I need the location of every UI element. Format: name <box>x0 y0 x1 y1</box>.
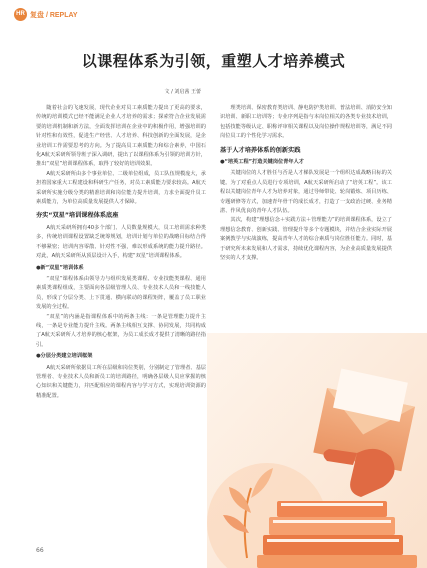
left-column <box>36 104 206 401</box>
paragraph: “双星”的内涵是指课程体系中的两条主线：一条是管理能力提升主线，一条是专业能力提升主线。两条主线相互支撑、协同发展，共同构成了A航天采研所人才培养的核心框架，为员工成长成才提供了清晰的路径指引。 <box>36 313 206 348</box>
bullet-heading: ●分层分类建立培训框架 <box>36 353 93 360</box>
bullet-heading: ●“培英工程”打造关键岗位青年人才 <box>220 159 304 166</box>
paragraph: “双星”课程体系由领导力与组织发展类课程、专业技能类课程、通用素质类课程组成，主要面向各层级管理人员、专业技术人员和一线技能人员，形成了分层分类、上下贯通、横向联动的课程矩阵，覆盖了员工职业发展的全过程。 <box>36 275 206 311</box>
article-title: 以课程体系为引领，重塑人才培养模式 <box>81 52 346 70</box>
paragraph: A航天采研所依据员工所在层级和岗位类别，分别制定了管理者、基层管理者、专业技术人员和新员工的培训路径，明确各层级人员应掌握的核心知识和关键能力，并匹配相应的课程内容与学习方式，实现培训资源的精准配置。 <box>36 364 206 399</box>
section-label: 复盘 / REPLAY <box>30 11 78 19</box>
paragraph: 随着社会的飞速发展，现代企业对员工素质能力提出了更高的要求，传统的培训模式已经不能满足企业人才培养的需求；探索符合企业发展需要的培训机制和新方法，全面发挥培训在企业中的积极作用，增强培训的针对性和有效性，促进生产经营、人才培养、科技创新的全面发展，是企业培训工作需要思考的方向。为了提高员工素质能力和综合素养，中国石化A航天采研所领导班子深入调研，提出了以课程体系为引领的培训方针，推出“双星”培训课程体系，取得了较好的培训效果。 <box>36 105 206 168</box>
paragraph: 其次，构建“理想信念＋实践方法＋管理能力”的培训课程体系，设立了理想信念教育、创新实践、管理提升等多个专题模块，并结合企业实际开展案例教学与实战演练，提高青年人才的综合素质与岗位胜任能力。同时，基于研究所未来发展和人才需求，持续优化课程内容，为企业高质量发展提供坚实的人才支撑。 <box>220 217 392 262</box>
right-column <box>220 104 392 264</box>
books-envelope-illustration <box>207 333 427 568</box>
page-header <box>14 8 78 21</box>
paragraph: A航天采研所拥有40多个部门、人员数量规模大，员工培训需求种类多，传统培训课程设置缺乏统筹规划，培训计划与单位的战略目标结合得不够紧密；培训内容零散、针对性不强，难以形成系统的能力提升路径。对此，A航天采研所从顶层设计入手，构建“双星”培训课程体系。 <box>36 224 206 260</box>
section-heading: 基于人才培养体系的创新实践 <box>220 146 301 154</box>
hr-logo-icon: HR <box>14 8 27 21</box>
paragraph: 关键岗位的人才胜任与否是人才梯队发展是一个组织达成战略目标的关键。为了对重点人员进行专项培训，A航天采研所启动了“培英工程”。该工程以关键岗位青年人才为培养对象，通过导师带徒、轮岗锻炼、项目历练、专题研修等方式，加速青年骨干的成长成才，打造了一支政治过硬、业务精湛、作风优良的青年人才队伍。 <box>220 170 392 215</box>
bullet-heading: ●新“双星”培训体系 <box>36 264 84 271</box>
paragraph: 理类培训、保密教育类培训、静电防护类培训、普法培训、消防安全知识培训、新职工培训等；专业序列是指与本岗位相关的各类专业技术培训，包括技能等级认定、职称评审相关课程以及岗位操作规程培训等，满足不同岗位员工的个性化学习需求。 <box>220 105 392 140</box>
section-heading: 夯实“双星”培训课程体系底座 <box>36 212 119 220</box>
article-byline: 文 / 刘启茜 王蕾 <box>164 89 201 95</box>
paragraph: A航天采研所由多个事业单位、二级单位组成，员工队伍规模庞大，承担着国家重大工程建设和科研生产任务，对员工素质能力要求较高。A航天采研所实施分级分类的精准培训和岗位能力提升培训，力求全面提升员工素质能力，为单位高质量发展提供人才保障。 <box>36 170 206 206</box>
page-number: 66 <box>36 547 44 554</box>
